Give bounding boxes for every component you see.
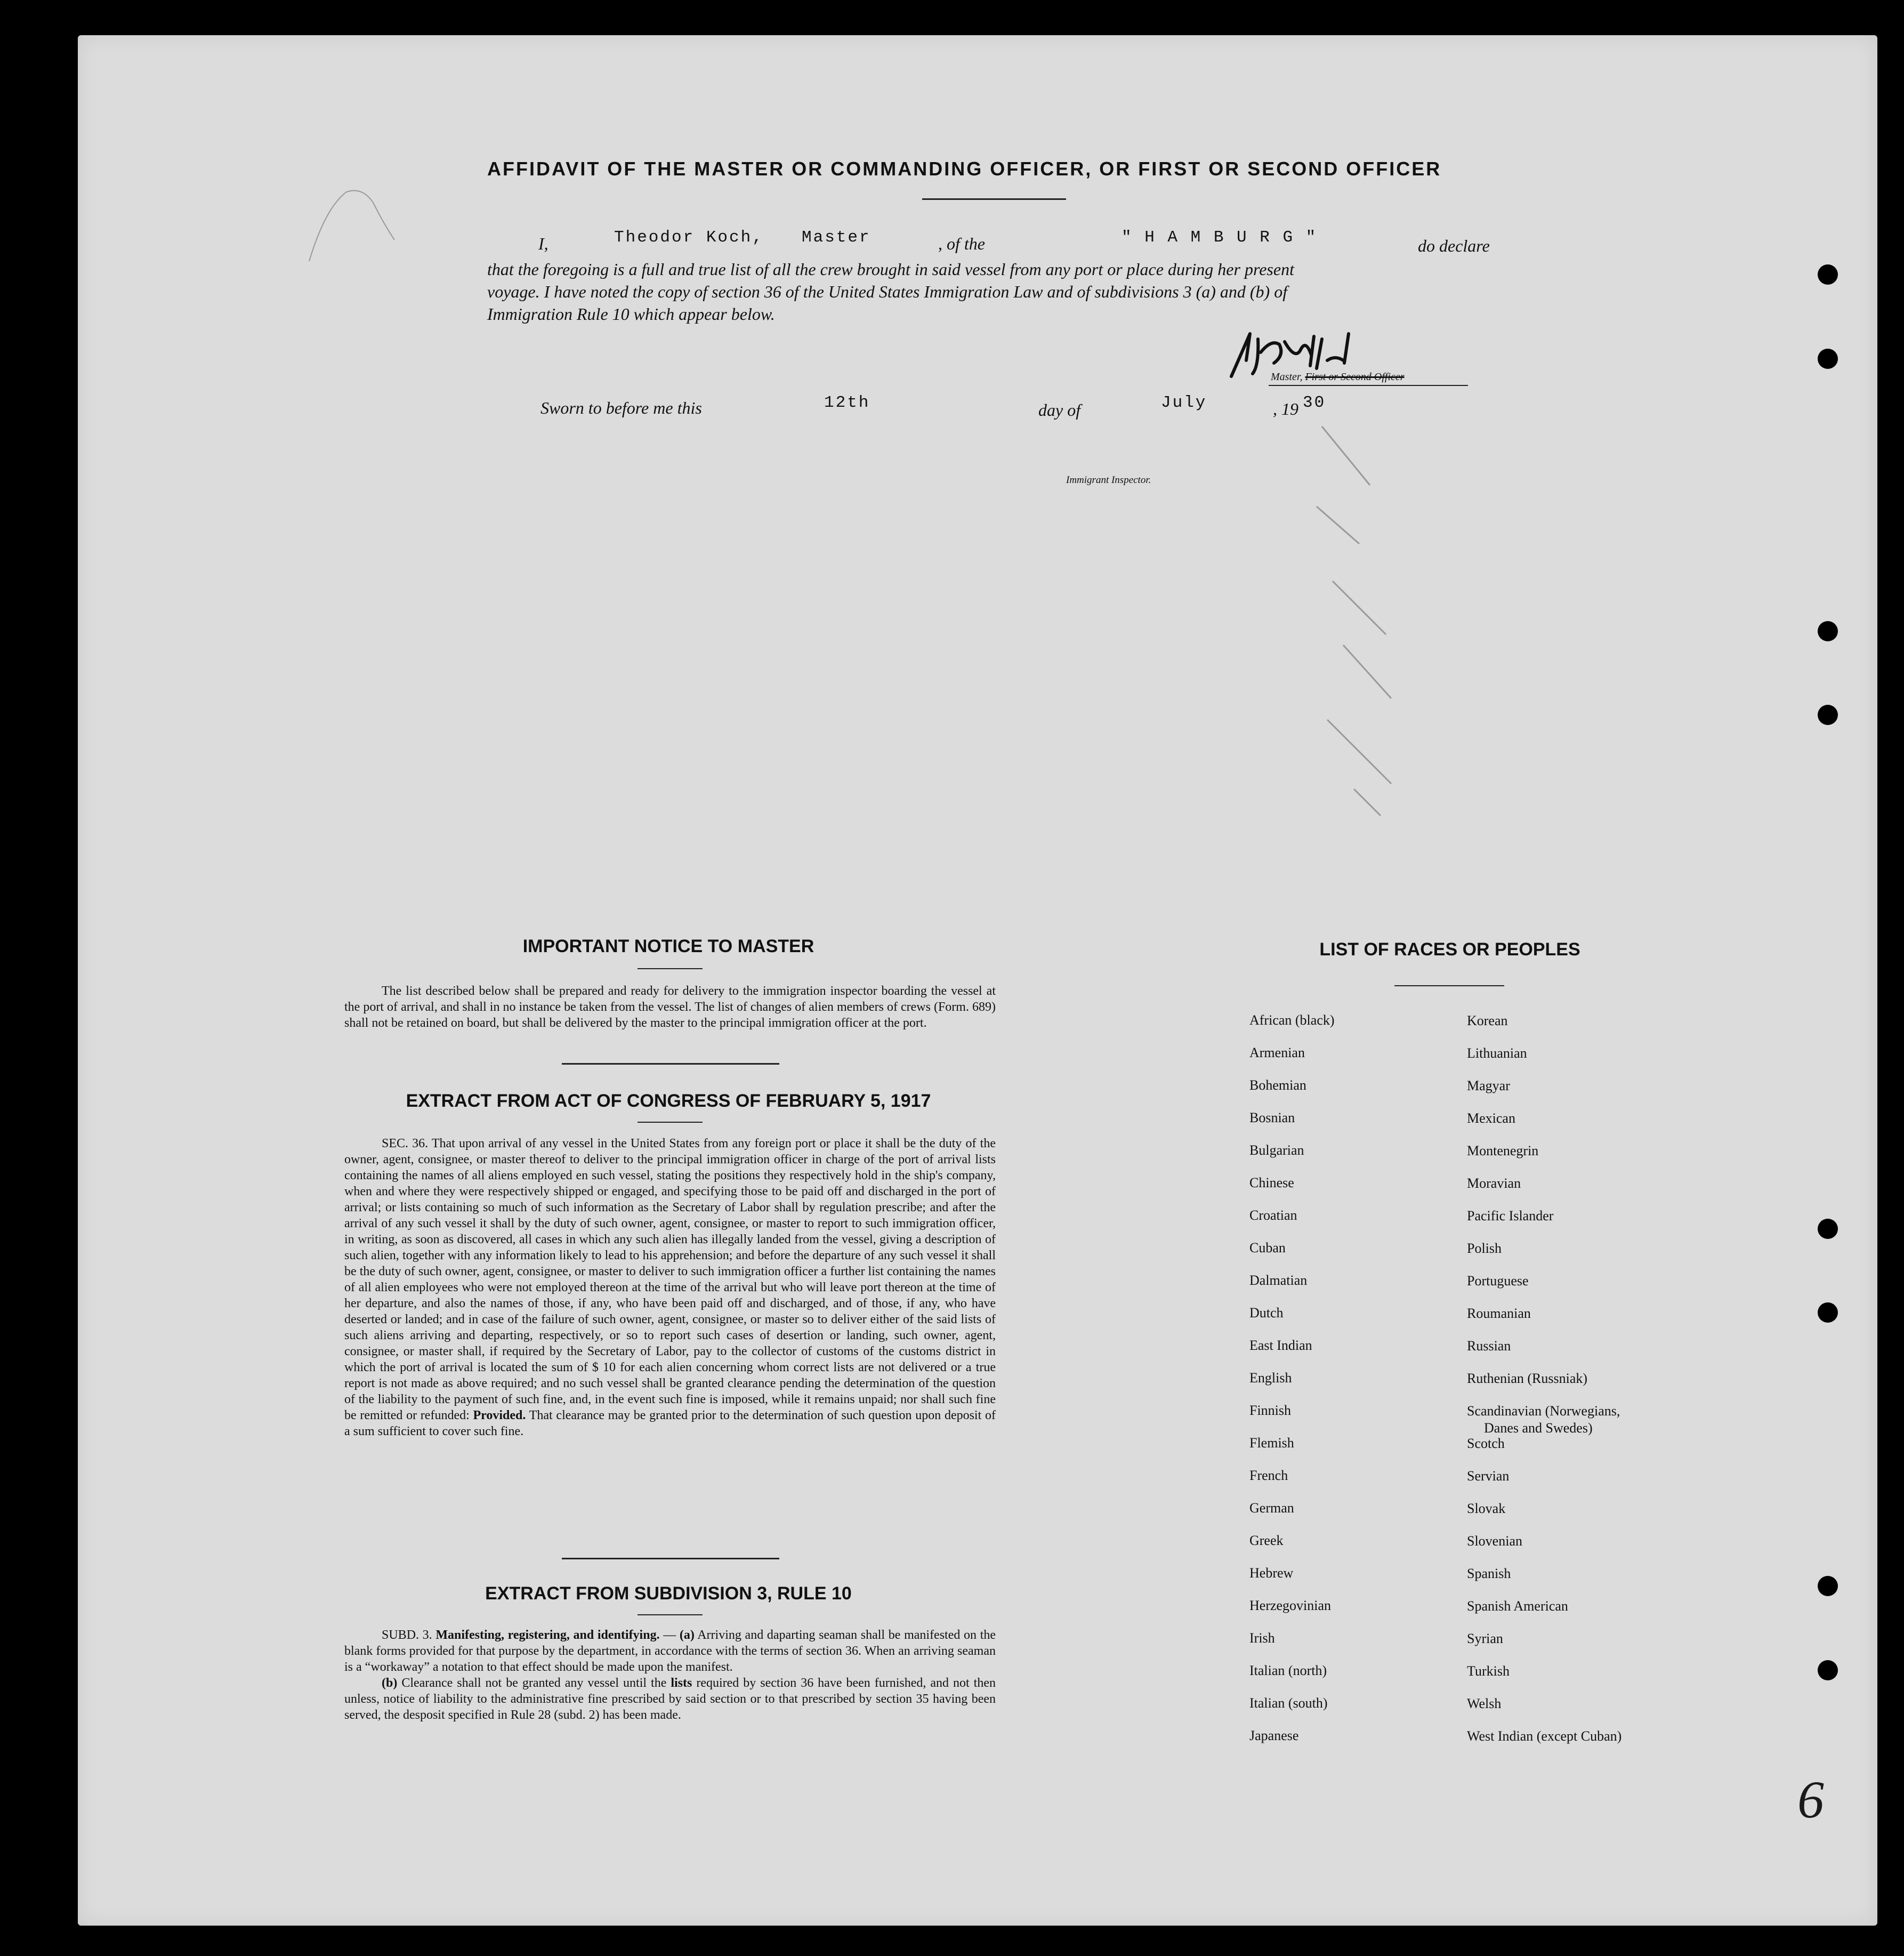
divider: [562, 1558, 779, 1559]
race-item: Turkish: [1467, 1663, 1510, 1679]
race-item: Italian (south): [1249, 1695, 1328, 1711]
races-heading: LIST OF RACES OR PEOPLES: [1319, 939, 1580, 960]
binder-hole: [1818, 705, 1838, 725]
race-item: Slovenian: [1467, 1533, 1522, 1549]
race-item: Slovak: [1467, 1501, 1506, 1516]
sworn-label: Sworn to before me this: [540, 398, 702, 417]
race-item: Servian: [1467, 1468, 1510, 1484]
race-item: Russian: [1467, 1338, 1511, 1354]
vessel-name: " H A M B U R G ": [1122, 228, 1318, 247]
race-item: Pacific Islander: [1467, 1208, 1554, 1223]
divider: [638, 968, 703, 969]
divider: [922, 198, 1066, 200]
race-item: Mexican: [1467, 1110, 1515, 1126]
of-the-label: , of the: [938, 234, 985, 253]
race-item: Montenegrin: [1467, 1143, 1539, 1158]
race-item: Polish: [1467, 1241, 1502, 1256]
race-item: Irish: [1249, 1630, 1275, 1646]
affidavit-line: voyage. I have noted the copy of section 36 of the United States Immigration Law and of subdivisions 3 (a) and (b) of: [487, 282, 1288, 301]
binder-hole: [1818, 1302, 1838, 1323]
binder-hole: [1818, 1660, 1838, 1680]
affidavit-pronoun: I,: [538, 234, 548, 253]
race-item: Italian (north): [1249, 1663, 1327, 1678]
race-item: Roumanian: [1467, 1306, 1531, 1321]
race-item: Scandinavian (Norwegians,: [1467, 1403, 1620, 1419]
rule10-heading: EXTRACT FROM SUBDIVISION 3, RULE 10: [485, 1583, 852, 1604]
race-item: Herzegovinian: [1249, 1598, 1332, 1613]
page-number-handwritten: 6: [1797, 1770, 1824, 1829]
divider: [638, 1614, 703, 1615]
race-item: Japanese: [1249, 1728, 1299, 1743]
race-item: Cuban: [1249, 1240, 1286, 1255]
binder-hole: [1818, 264, 1838, 285]
race-item: Portuguese: [1467, 1273, 1529, 1289]
race-item: German: [1249, 1500, 1294, 1516]
officer-rank: Master: [802, 228, 871, 247]
divider: [1394, 985, 1504, 986]
race-item: West Indian (except Cuban): [1467, 1728, 1622, 1744]
affidavit-line: that the foregoing is a full and true list of all the crew brought in said vessel from any port or place during her present: [487, 260, 1294, 279]
race-item: Scotch: [1467, 1436, 1505, 1451]
notice-text: The list described below shall be prepared and ready for delivery to the immigration inspector boarding the vessel at the port of arrival, and shall in no instance be taken from the vessel. The list of changes of alien members of crews (Form. 689) shall not be retained on board, but shall be delivered by the master to the principal immigration officer at the port.: [344, 984, 996, 1030]
race-item: Bosnian: [1249, 1110, 1295, 1125]
race-item: Dutch: [1249, 1305, 1284, 1321]
race-item: Armenian: [1249, 1045, 1305, 1060]
master-name: Theodor Koch,: [614, 228, 764, 247]
notice-heading: IMPORTANT NOTICE TO MASTER: [522, 936, 814, 956]
race-item: English: [1249, 1370, 1292, 1386]
rule10-text: SUBD. 3. Manifesting, registering, and identifying. — (a) Arriving and daparting seaman shall be manifested on the blank forms provided for that purpose by the department, in accordance with the terms of section 36. When an arriving seaman is a “workaway” a notation to that effect should be made upon the manifest. (b) Clearance shall not be granted any vessel until the lists required by section 36 have been furnished, and not then unless, notice of liability to the administrative fine prescribed by said section or to that prescribed by section 35 having been served, the desposit specified in Rule 28 (subd. 2) has been made.: [344, 1628, 996, 1722]
race-item: Moravian: [1467, 1176, 1521, 1191]
races-left-column: [1249, 1012, 1335, 1760]
sworn-month: July: [1161, 393, 1207, 412]
race-item: Hebrew: [1249, 1565, 1294, 1581]
binder-hole: [1818, 1576, 1838, 1596]
sworn-day: 12th: [824, 393, 870, 412]
race-item: Croatian: [1249, 1208, 1297, 1223]
sworn-year: 30: [1303, 393, 1326, 412]
race-item: East Indian: [1249, 1338, 1312, 1353]
race-item: African (black): [1249, 1012, 1335, 1028]
race-item: Spanish American: [1467, 1598, 1568, 1614]
do-declare-label: do declare: [1418, 236, 1490, 255]
race-item: French: [1249, 1468, 1288, 1483]
race-item: Greek: [1249, 1533, 1284, 1548]
binder-hole: [1818, 1219, 1838, 1239]
race-item: Ruthenian (Russniak): [1467, 1371, 1588, 1386]
divider: [638, 1122, 703, 1123]
race-item: Bulgarian: [1249, 1142, 1304, 1158]
race-item: Finnish: [1249, 1403, 1292, 1418]
binder-hole: [1818, 349, 1838, 369]
binder-hole: [1818, 621, 1838, 641]
race-item: Welsh: [1467, 1696, 1502, 1711]
act-section-36-text: SEC. 36. That upon arrival of any vessel in the United States from any foreign port or place it shall be the duty of the owner, agent, consignee, or master thereof to deliver to the principal immigration officer in charge of the port of arrival lists containing the names of all aliens employed en such vessel, stating the positions they respectively hold in the ship's company, when and where they were respectively shipped or engaged, and specifying those to be paid off and discharged in the port of arrival; or lists containing so much of such information as the Secretary of Labor shall by regulation prescribe; and after the arrival of any such vessel it shall by the duty of such owner, agent, consignee, or master to report to such immigration officer, in writing, as soon as discovered, all cases in which any such alien has illegally landed from the vessel, giving a description of such alien, together with any information likely to lead to his apprehension; and before the departure of any such vessel it shall be the duty of such owner, agent, consignee, or master to deliver to such immigration officer a further list containing the names of all alien employees who were not employed thereon at the time of the arrival but who will leave port thereon at the time of her departure, and also the names of those, if any, who have been paid off and discharged, and of those, if any, who have deserted or landed; and in case of the failure of such owner, agent, consignee, or master so to deliver either of the said lists of such aliens arriving and departing, respectively, or so to report such cases of desertion or landing, such owner, agent, consignee, or master shall, if required by the Secretary of Labor, pay to the collector of customs of the customs district in which the port of arrival is located the sum of $ 10 for each alien concerning whom correct lists are not delivered or a true report is not made as above required; and no such vessel shall be granted clearance pending the determination of the question of the liability to the payment of such fine, and, in the event such fine is imposed, while it remains unpaid; nor shall such fine be remitted or refunded: Provided. That clearance may be granted prior to the determination of such question upon deposit of a sum sufficient to cover such fine.: [344, 1137, 996, 1438]
race-item: Dalmatian: [1249, 1273, 1308, 1288]
race-item: Chinese: [1249, 1175, 1294, 1190]
year-prefix: , 19: [1273, 399, 1298, 418]
race-item: Spanish: [1467, 1566, 1511, 1581]
race-item: Magyar: [1467, 1078, 1510, 1093]
day-of-label: day of: [1038, 400, 1081, 420]
affidavit-line: Immigration Rule 10 which appear below.: [487, 304, 775, 324]
act-heading: EXTRACT FROM ACT OF CONGRESS OF FEBRUARY 5, 1917: [406, 1091, 931, 1111]
signature-caption: Master, First or Second Officer: [1271, 371, 1405, 383]
race-item: Korean: [1467, 1013, 1508, 1028]
inspector-label: Immigrant Inspector.: [1066, 474, 1151, 486]
race-item: Bohemian: [1249, 1077, 1306, 1093]
divider: [562, 1063, 779, 1065]
race-item: Flemish: [1249, 1435, 1294, 1451]
races-right-column: [1467, 1013, 1621, 1761]
affidavit-heading: AFFIDAVIT OF THE MASTER OR COMMANDING OFFICER, OR FIRST OR SECOND OFFICER: [487, 158, 1442, 180]
faint-pencil-mark: [304, 187, 400, 267]
faint-pencil-marks: [1311, 421, 1450, 826]
race-item: Lithuanian: [1467, 1045, 1527, 1061]
race-scandinavian-continued: Danes and Swedes): [1484, 1420, 1593, 1436]
race-item: Syrian: [1467, 1631, 1503, 1646]
signature-line: [1269, 385, 1468, 386]
